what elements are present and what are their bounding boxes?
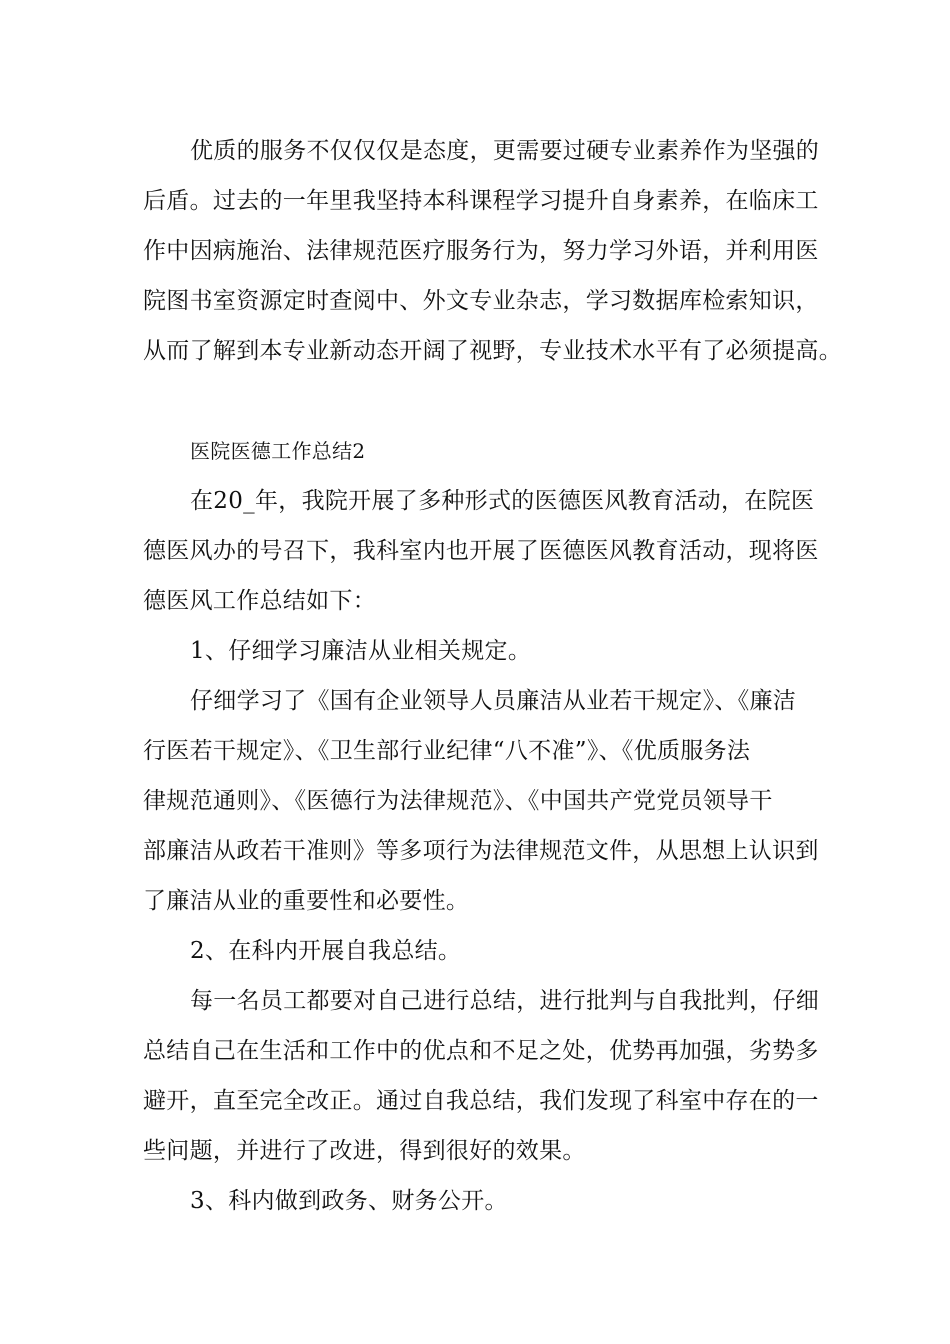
paragraph-4-line-4: 些问题，并进行了改进，得到很好的效果。 bbox=[143, 1138, 586, 1164]
list-item-1: 1、仔细学习廉洁从业相关规定。 bbox=[190, 638, 532, 664]
paragraph-1-line-5: 从而了解到本专业新动态开阔了视野，专业技术水平有了必须提高。 bbox=[143, 338, 842, 364]
paragraph-4-line-2: 总结自己在生活和工作中的优点和不足之处，优势再加强，劣势多 bbox=[143, 1038, 819, 1064]
paragraph-1-line-4: 院图书室资源定时查阅中、外文专业杂志，学习数据库检索知识， bbox=[143, 288, 819, 314]
paragraph-2-line-2: 德医风办的号召下，我科室内也开展了医德医风教育活动，现将医 bbox=[143, 538, 819, 564]
paragraph-3-line-5: 了廉洁从业的重要性和必要性。 bbox=[143, 888, 470, 914]
paragraph-1-line-2: 后盾。过去的一年里我坚持本科课程学习提升自身素养，在临床工 bbox=[143, 188, 819, 214]
paragraph-1-line-1: 优质的服务不仅仅仅是态度，更需要过硬专业素养作为坚强的 bbox=[190, 138, 820, 164]
paragraph-3-line-4: 部廉洁从政若干准则》等多项行为法律规范文件，从思想上认识到 bbox=[143, 838, 819, 864]
paragraph-1-line-3: 作中因病施治、法律规范医疗服务行为，努力学习外语，并利用医 bbox=[143, 238, 819, 264]
list-item-2: 2、在科内开展自我总结。 bbox=[190, 938, 462, 964]
paragraph-4-line-1: 每一名员工都要对自己进行总结，进行批判与自我批判，仔细 bbox=[190, 988, 820, 1014]
paragraph-2-line-3: 德医风工作总结如下： bbox=[143, 588, 376, 614]
paragraph-2-line-1: 在20_年，我院开展了多种形式的医德医风教育活动，在院医 bbox=[190, 488, 815, 514]
paragraph-3-line-1: 仔细学习了《国有企业领导人员廉洁从业若干规定》、《廉洁 bbox=[190, 688, 797, 714]
paragraph-3-line-2: 行医若干规定》、《卫生部行业纪律“八不准”》、《优质服务法 bbox=[143, 738, 751, 764]
paragraph-3-line-3: 律规范通则》、《医德行为法律规范》、《中国共产党党员领导干 bbox=[143, 788, 773, 814]
section-heading: 医院医德工作总结2 bbox=[190, 439, 366, 463]
paragraph-4-line-3: 避开，直至完全改正。通过自我总结，我们发现了科室中存在的一 bbox=[143, 1088, 819, 1114]
list-item-3: 3、科内做到政务、财务公开。 bbox=[190, 1188, 508, 1214]
